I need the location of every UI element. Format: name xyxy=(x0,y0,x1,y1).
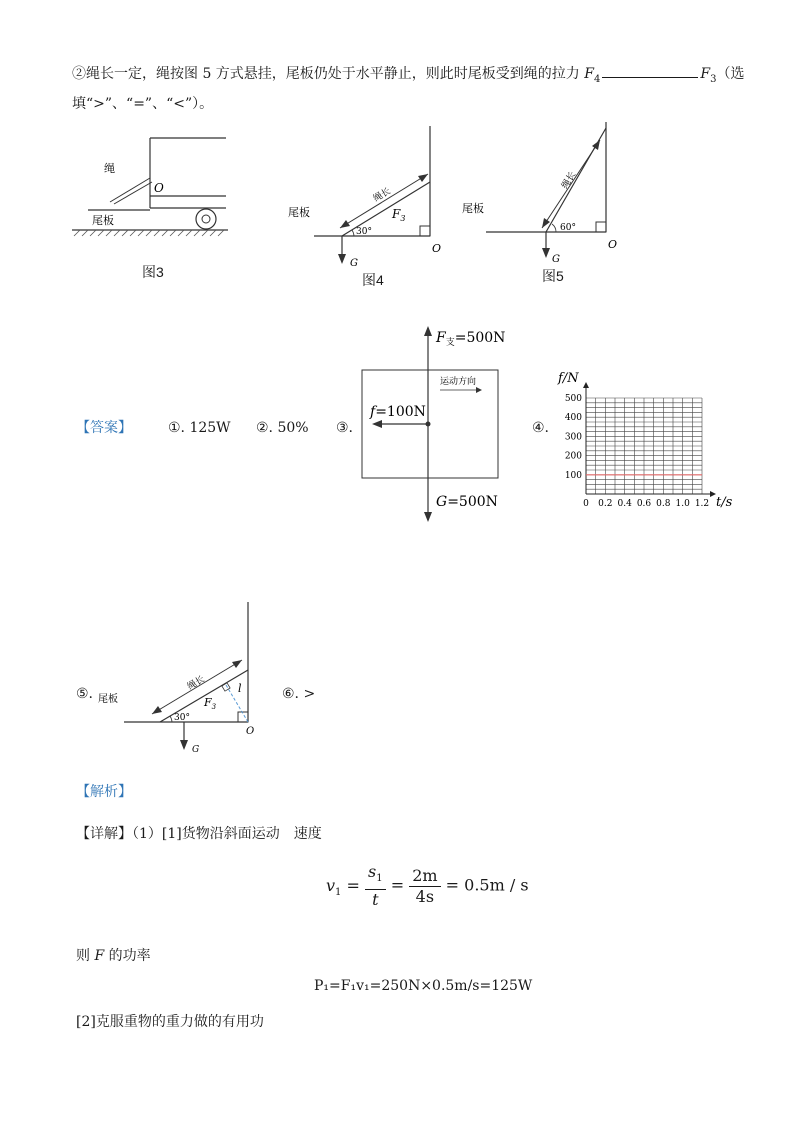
fig4-rope-label: 绳长 xyxy=(371,186,393,205)
x-tick-label: 0.4 xyxy=(617,499,632,509)
fig4-angle-label: 30° xyxy=(356,227,372,237)
chart-grid xyxy=(586,398,702,494)
power-intro-a: 则 xyxy=(76,948,95,964)
fig5-rope-label: 绳长 xyxy=(560,170,579,191)
y-tick-label: 100 xyxy=(564,470,582,481)
y-axis-arrow xyxy=(583,382,589,388)
a5-force-label: $F_3$ xyxy=(204,696,217,711)
x-tick-label: 0 xyxy=(583,499,589,509)
f4-symbol: F xyxy=(584,66,594,82)
support-force-label: $F_支=500N$ xyxy=(436,330,506,348)
velocity-equation: $v_1$ = $\frac{s_1}{t}$ = $\frac{2m}{4s}$ = 0.5m / s xyxy=(326,862,529,910)
motion-direction-label: 运动方向 xyxy=(440,377,477,387)
fig3-caption: 图3 xyxy=(142,264,164,280)
a5-board-label: 尾板 xyxy=(98,694,118,705)
useful-work-line: [2]克服重物的重力做的有用功 xyxy=(76,1014,264,1030)
denominator-4s: 4s xyxy=(415,886,435,906)
a5-rope-label: 绳长 xyxy=(185,674,207,693)
fig3-board-label: 尾板 xyxy=(92,214,114,227)
s-symbol: s xyxy=(368,862,377,881)
s-sub: 1 xyxy=(376,873,383,885)
y-tick-label: 500 xyxy=(564,394,582,404)
fig4-force-label: $F_3$ xyxy=(392,207,406,223)
fig4-board-label: 尾板 xyxy=(288,206,310,219)
x-tick-label: 1.0 xyxy=(675,499,690,509)
power-intro-b: 的功率 xyxy=(104,948,151,964)
f3-sub: 3 xyxy=(710,73,717,85)
fig5-board-label: 尾板 xyxy=(462,202,484,215)
force-diagram xyxy=(356,324,536,524)
answer-1: ①. 125W xyxy=(168,420,231,436)
fig4-caption: 图4 xyxy=(362,272,384,288)
question-line-2: 填“>”、“=”、“<”）。 xyxy=(72,96,214,112)
question-text: ②绳长一定，绳按图 5 方式悬挂，尾板仍处于水平静止，则此时尾板受到绳的拉力 xyxy=(72,66,585,82)
velocity-result: = 0.5m / s xyxy=(445,875,529,895)
numerator-2m: 2m xyxy=(409,866,440,887)
x-axis-label: t/s xyxy=(716,495,733,510)
answer-blank[interactable] xyxy=(602,63,698,78)
power-intro xyxy=(76,946,151,966)
figure-4 xyxy=(282,124,462,270)
fig4-point-label: O xyxy=(432,242,442,255)
fraction-values xyxy=(409,866,440,907)
answer-5-figure xyxy=(92,600,262,760)
y-tick-label: 400 xyxy=(564,413,582,424)
answer-4-marker: ④. xyxy=(532,420,550,436)
power-equation: P₁=F₁v₁=250N×0.5m/s=125W xyxy=(314,978,533,994)
fraction-s-over-t xyxy=(365,862,386,910)
answer-2: ②. 50% xyxy=(256,420,309,436)
y-tick-label: 200 xyxy=(564,451,582,462)
friction-force-label: f=100N xyxy=(370,404,426,420)
v-symbol: v xyxy=(326,875,336,895)
answer-6: ⑥. > xyxy=(282,686,316,702)
v-sub: 1 xyxy=(335,886,342,898)
x-tick-label: 0.2 xyxy=(598,499,613,509)
x-tick-label: 0.8 xyxy=(656,499,671,509)
gravity-force-label: G=500N xyxy=(436,494,498,510)
y-tick-label: 300 xyxy=(564,432,582,443)
question-tail: （选 xyxy=(716,66,745,82)
answer-3-marker: ③. xyxy=(336,420,354,436)
f4-sub: 4 xyxy=(593,73,601,85)
y-axis-label: f/N xyxy=(558,371,579,386)
fig3-point-label: O xyxy=(154,181,164,195)
answer-5-marker: ⑤. xyxy=(76,686,94,702)
fig3-rope-label: 绳 xyxy=(104,162,115,175)
power-intro-f: F xyxy=(94,948,105,964)
figure-3 xyxy=(68,130,240,240)
figure-5 xyxy=(460,120,630,266)
detail-line: 【详解】（1）[1]货物沿斜面运动 速度 xyxy=(76,826,322,842)
answer-tag: 【答案】 xyxy=(76,420,132,436)
f3-symbol: F xyxy=(700,66,711,82)
fig4-weight-label: G xyxy=(350,258,358,269)
fig5-caption: 图5 xyxy=(542,268,564,284)
a5-weight-label: G xyxy=(192,745,200,755)
question-line-1 xyxy=(72,63,744,90)
fig5-weight-label: G xyxy=(552,254,560,265)
a5-point-label: O xyxy=(246,726,255,737)
analysis-tag: 【解析】 xyxy=(76,784,132,800)
x-tick-label: 1.2 xyxy=(694,499,710,509)
x-tick-label: 0.6 xyxy=(636,499,652,509)
fig5-point-label: O xyxy=(608,238,618,251)
a5-angle-label: 30° xyxy=(174,713,190,723)
fig5-angle-label: 60° xyxy=(560,223,576,233)
friction-time-chart xyxy=(548,362,738,522)
t-symbol: t xyxy=(372,890,379,910)
a5-arm-label: l xyxy=(238,682,242,695)
